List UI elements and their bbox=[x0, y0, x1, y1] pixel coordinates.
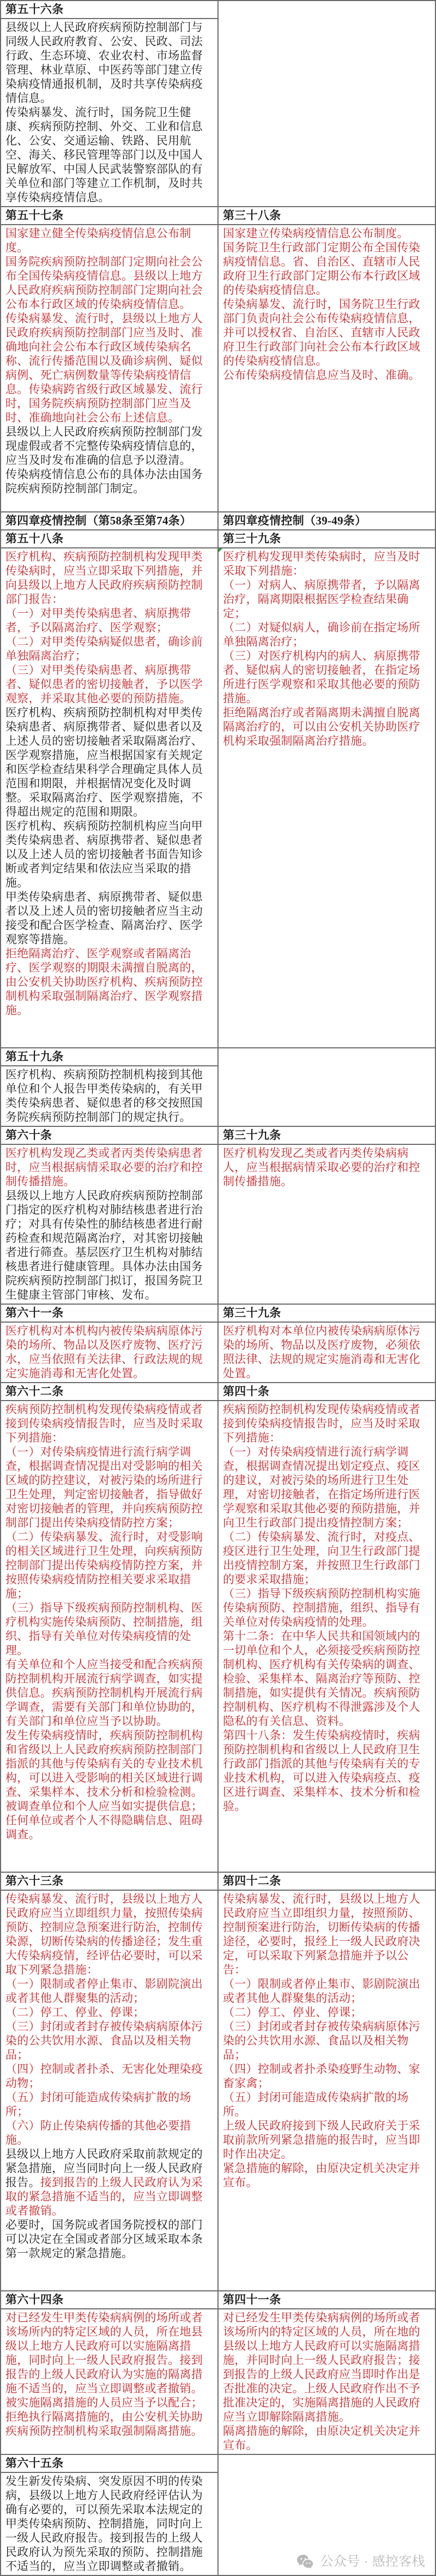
article-content-cell-left bbox=[1, 1890, 218, 2291]
paragraph bbox=[5, 663, 213, 705]
text-segment-red: 医疗机构、疾病预防控制机构发现甲类传染病时，应当立即采取下列措施，并向县级以上地方人民政府疾病预防控制部门报告： bbox=[5, 550, 203, 606]
article-number-left: 第五十八条 bbox=[1, 530, 218, 548]
article-content-cell-right bbox=[218, 548, 435, 1048]
text-segment-red: 医疗机构发现乙类或者丙类传染病病人，应当根据病情采取必要的治疗和控制传播措施。 bbox=[223, 1147, 421, 1188]
paragraph bbox=[223, 2090, 431, 2119]
text-segment-black: 必要时，国务院或者国务院授权的部门可以决定在全国或者部分区域采取本条第一款规定的紧急措施。 bbox=[5, 2218, 203, 2260]
paragraph bbox=[5, 890, 213, 946]
paragraph bbox=[5, 2275, 213, 2289]
text-segment-red: 对已经发生甲类传染病病例的场所或者该场所内的特定区域的人员，所在地县级以上地方人民政府可以实施隔离措施，同时向上一级人民政府报告。接到报告的上级人民政府认为实施的隔离措施不适当的，应当立即调整或者撤销。 bbox=[5, 2311, 203, 2395]
paragraph bbox=[223, 226, 431, 240]
text-segment-red: （二）传染病暴发、流行时，对疫点、疫区进行卫生处理，向卫生行政部门提出疫情控制方案，并按照卫生行政部门的要求采取措施； bbox=[223, 1530, 421, 1586]
article-number-left: 第五十九条 bbox=[1, 1048, 218, 1066]
paragraph bbox=[223, 1402, 431, 1445]
article-number-left: 第六十三条 bbox=[1, 1872, 218, 1890]
text-segment-black: 传染病暴发、流行时，国务院卫生健康、疾病预防控制、外交、工业和信息化、公安、交通运输、铁路、民用航空、海关、移民管理等部门以及中国人民解放军、中国人民武装警察部队的有关单位和部门等建立工作机制，及时共享传染病疫情信息。 bbox=[5, 106, 203, 204]
article-number-left: 第五十六条 bbox=[1, 1, 218, 19]
text-segment-red: （一）对甲类传染病患者、病原携带者，予以隔离治疗、医学观察； bbox=[5, 607, 191, 634]
paragraph bbox=[5, 1977, 213, 2005]
paragraph bbox=[5, 2438, 213, 2452]
paragraph bbox=[223, 2161, 431, 2189]
text-segment-red: （六）防止传染病传播的其他必要措施。 bbox=[5, 2119, 191, 2146]
table-body bbox=[1, 1, 435, 2575]
article-number-left: 第五十七条 bbox=[1, 207, 218, 225]
article-number-right: 第四十二条 bbox=[218, 1872, 435, 1890]
paragraph bbox=[5, 2005, 213, 2019]
paragraph bbox=[223, 578, 431, 620]
paragraph bbox=[223, 1530, 431, 1586]
article-content-cell-left bbox=[1, 1401, 218, 1872]
paragraph bbox=[5, 2260, 213, 2275]
paragraph bbox=[5, 606, 213, 635]
article-number-left: 第六十五条 bbox=[1, 2454, 218, 2472]
article-number-right: 第三十九条 bbox=[218, 1126, 435, 1144]
text-segment-red: （四）控制或者扑杀、无害化处理染疫动物； bbox=[5, 2062, 203, 2090]
paragraph bbox=[5, 1402, 213, 1445]
text-segment-red: （二）对疑似病人，确诊前在指定场所单独隔离治疗； bbox=[223, 621, 421, 648]
article-header-row bbox=[1, 2291, 435, 2309]
paragraph bbox=[5, 105, 213, 204]
paragraph bbox=[223, 297, 431, 368]
article-content-row bbox=[1, 1890, 435, 2291]
article-number-right: 第四十一条 bbox=[218, 2291, 435, 2309]
text-segment-red: 国务院疾病预防控制部门定期向社会公布全国传染病疫情信息。县级以上地方人民政府疾病预防控制部门定期向社会公布本行政区域的传染病疫情信息。 bbox=[5, 255, 203, 311]
paragraph bbox=[223, 705, 431, 748]
paragraph bbox=[5, 1728, 213, 1842]
paragraph bbox=[5, 946, 213, 1017]
article-content-cell-right bbox=[218, 1144, 435, 1304]
text-segment-black: 医疗机构、疾病预防控制机构应当向甲类传染病患者、病原携带者、疑似患者以及上述人员的密切接触者书面告知诊断或者判定结果和依法应当采取的措施。 bbox=[5, 819, 203, 889]
chapter-title-right: 第四章疫情控制（39-49条） bbox=[218, 512, 435, 530]
paragraph bbox=[5, 1601, 213, 1657]
text-segment-black: 县级以上人民政府疾病预防控制部门发现虚假或者不完整传染病疫情信息的，应当及时发布准确的信息予以澄清。 bbox=[5, 425, 203, 467]
paragraph bbox=[223, 1892, 431, 1977]
text-segment-red: 紧急措施的解除，由原决定机关决定并宣布。 bbox=[223, 2162, 421, 2189]
paragraph bbox=[5, 1530, 213, 1601]
text-segment-red: 接到报告的上级人民政府认为采取的紧急措施不适当的，应当立即调整或者撤销。 bbox=[5, 2176, 203, 2217]
text-segment-red: （一）对传染病疫情进行流行病学调查，根据调查情况提出对受影响的相关区域的防控建议，对被污染的场所进行卫生处理，判定密切接触者，指导做好对密切接触者的管理，并向疾病预防控制部门提出传染病疫情防控方案； bbox=[5, 1445, 203, 1529]
text-segment-red: （五）封闭可能造成传染病扩散的场所。 bbox=[223, 2091, 409, 2118]
text-segment-red: 国家建立传染病疫情信息公布制度。 bbox=[223, 227, 409, 240]
text-segment-black: 发生新发传染病、突发原因不明的传染病，县级以上地方人民政府经评估认为确有必要的，可以预先采取本法规定的甲类传染病预防、控制措施，同时向上一级人民政府报告。接到报告的上级人民政府认为预先采取的预防、控制措施不适当的，应当立即调整或者撤销。 bbox=[5, 2475, 203, 2573]
text-segment-black: 县级以上人民政府疾病预防控制部门与同级人民政府教育、公安、民政、司法行政、生态环境、农业农村、市场监督管理、林业草原、中医药等部门建立传染病疫情通报机制，及时共享传染病疫情信息。 bbox=[5, 21, 203, 105]
text-segment-red: 拒绝隔离治疗或者隔离期未满擅自脱离隔离治疗的，可以由公安机关协助医疗机构采取强制隔离治疗措施。 bbox=[223, 706, 421, 747]
paragraph bbox=[5, 2019, 213, 2062]
article-content-cell-left bbox=[1, 548, 218, 1048]
chapter-title-left: 第四章疫情控制（第58条至第74条） bbox=[1, 512, 218, 530]
article-number-right: 第三十八条 bbox=[218, 207, 435, 225]
article-content-cell-left bbox=[1, 1144, 218, 1304]
article-content-cell-right-empty bbox=[218, 1, 435, 207]
article-content-cell-right bbox=[218, 1322, 435, 1383]
article-content-row bbox=[1, 2309, 435, 2454]
paragraph bbox=[223, 649, 431, 705]
article-header-row bbox=[1, 1126, 435, 1144]
paragraph bbox=[223, 2005, 431, 2019]
wechat-official-account-watermark bbox=[296, 2554, 425, 2569]
text-segment-red: 传染病暴发、流行时，国务院卫生行政部门负责向社会公布传染病疫情信息，并可以授权省、自治区、直辖市人民政府卫生行政部门向社会公布本行政区域的传染病疫情信息。 bbox=[223, 298, 421, 367]
paragraph bbox=[5, 2119, 213, 2147]
text-segment-red: （二）停工、停业、停课； bbox=[5, 2006, 145, 2019]
article-content-cell-left bbox=[1, 1322, 218, 1383]
paragraph bbox=[5, 1842, 213, 1856]
paragraph bbox=[223, 368, 431, 382]
wechat-icon bbox=[296, 2554, 315, 2569]
paragraph bbox=[5, 467, 213, 496]
paragraph bbox=[223, 2062, 431, 2090]
paragraph bbox=[223, 2119, 431, 2161]
article-content-cell-left bbox=[1, 19, 218, 207]
article-content-cell-right bbox=[218, 2309, 435, 2454]
article-content-row bbox=[1, 225, 435, 512]
paragraph bbox=[5, 705, 213, 819]
text-segment-red: 第十二条：在中华人民共和国领域内的一切单位和个人，必须接受疾病预防控制机构、医疗机构有关传染病的调查、检验、采集样本、隔离治疗等预防、控制措施，如实提供有关情况。疾病预防控制机构、医疗机构不得泄露涉及个人隐私的有关信息、资料。 bbox=[223, 1630, 421, 1728]
paragraph bbox=[5, 1445, 213, 1530]
text-segment-red: （三）对甲类传染病患者、病原携带者、疑似患者的密切接触者，予以医学观察，并采取其他必要的预防措施。 bbox=[5, 663, 203, 705]
text-segment-black: 医疗机构、疾病预防控制机构对甲类传染病患者、病原携带者、疑似患者以及上述人员的密切接触者采取隔离治疗、医学观察措施，应当根据国家有关规定和医学检查结果科学合理确定具体人员范围和期限，并根据情况变化及时调整。采取隔离治疗、医学观察措施，不得超出规定的范围和期限。 bbox=[5, 706, 203, 818]
paragraph bbox=[5, 2474, 213, 2573]
paragraph bbox=[5, 2090, 213, 2119]
paragraph bbox=[223, 1586, 431, 1629]
text-segment-red: 疾病预防控制机构发现传染病疫情或者接到传染病疫情报告时，应当及时采取下列措施： bbox=[223, 1403, 421, 1444]
paragraph bbox=[223, 1445, 431, 1530]
paragraph bbox=[5, 1067, 213, 1124]
text-segment-red: （一）对传染病疫情进行流行病学调查，根据调查情况提出划定疫点、疫区的建议，对被污染的场所进行卫生处理，对密切接触者，在指定场所进行医学观察和采取其他必要的预防措施，并向卫生行政部门提出疫情控制方案； bbox=[223, 1445, 421, 1529]
paragraph bbox=[5, 819, 213, 890]
article-header-row bbox=[1, 1, 435, 19]
article-content-cell-right-empty bbox=[218, 2454, 435, 2575]
text-segment-red: （三）封闭或者封存被传染病病原体污染的公共饮用水源、食品以及相关物品； bbox=[5, 2020, 203, 2061]
paragraph bbox=[223, 1728, 431, 1813]
article-number-right: 第三十九条 bbox=[218, 530, 435, 548]
paragraph bbox=[5, 1146, 213, 1189]
paragraph bbox=[5, 635, 213, 663]
text-segment-red: 传染病暴发、流行时，县级以上地方人民政府疾病预防控制部门应当及时、准确地向社会公布本行政区域传染病名称、流行传播范围以及确诊病例、疑似病例、死亡病例数量等传染病疫情信息。传染病跨省级行政区域暴发、流行时，国务院疾病预防控制部门应当及时、准确地向社会公布上述信息。 bbox=[5, 312, 203, 424]
article-header-row bbox=[1, 207, 435, 225]
article-number-right: 第三十九条 bbox=[218, 1304, 435, 1322]
text-segment-red: 有关单位和个人应当接受和配合疾病预防控制机构开展流行病学调查，如实提供信息。疾病预防控制机构开展流行病学调查，需要有关部门和单位协助的，有关部门和单位应当予以协助。 bbox=[5, 1658, 203, 1728]
article-content-cell-left bbox=[1, 1066, 218, 1126]
article-content-cell-right bbox=[218, 1401, 435, 1872]
text-segment-red: （四）控制或者扑杀染疫野生动物、家畜家禽； bbox=[223, 2062, 421, 2090]
paragraph bbox=[5, 1892, 213, 1977]
paragraph bbox=[223, 1324, 431, 1380]
article-content-cell-left bbox=[1, 225, 218, 512]
text-segment-red: 医疗机构发现甲类传染病时，应当及时采取下列措施： bbox=[223, 550, 421, 577]
paragraph bbox=[5, 311, 213, 425]
text-segment-black: 传染病疫情信息公布的具体办法由国务院疾病预防控制部门制定。 bbox=[5, 468, 203, 495]
article-header-row bbox=[1, 1048, 435, 1066]
text-segment-red: 被实施隔离措施的人员应当予以配合；拒绝执行隔离措施的，由公安机关协助疾病预防控制机构采取强制隔离措施。 bbox=[5, 2396, 203, 2438]
article-content-cell-left bbox=[1, 2472, 218, 2575]
article-number-left: 第六十一条 bbox=[1, 1304, 218, 1322]
article-header-row bbox=[1, 1872, 435, 1890]
text-segment-red: （三）指导下级疾病预防控制机构实施传染病预防、控制措施，组织、指导有关单位对传染病疫情的处理。 bbox=[223, 1587, 421, 1628]
text-segment-black: 县级以上地方人民政府疾病预防控制部门指定的医疗机构对肺结核患者进行治疗；对具有传染性的肺结核患者进行耐药检查和规范隔离治疗，对其密切接触者进行筛查。基层医疗卫生机构对肺结核患者进行健康管理。具体办法由国务院疾病预防控制部门拟订，报国务院卫生健康主管部门审核、发布。 bbox=[5, 1189, 203, 1301]
article-number-right: 第四十条 bbox=[218, 1383, 435, 1401]
text-segment-red: （一）对病人、病原携带者，予以隔离治疗，隔离期限根据医学检查结果确定； bbox=[223, 578, 421, 620]
article-header-row bbox=[1, 1304, 435, 1322]
article-content-row bbox=[1, 1144, 435, 1304]
paragraph bbox=[223, 2019, 431, 2062]
article-number-left: 第六十四条 bbox=[1, 2291, 218, 2309]
article-header-row bbox=[1, 2454, 435, 2472]
paragraph bbox=[223, 1977, 431, 2005]
text-segment-red: 隔离措施的解除，由原决定机关决定并宣布。 bbox=[223, 2424, 421, 2452]
text-segment-red: （三）对医疗机构内的病人、病原携带者、疑似病人的密切接触者，在指定场所进行医学观察和采取其他必要的预防措施。 bbox=[223, 649, 421, 705]
paragraph bbox=[5, 1856, 213, 1870]
paragraph bbox=[5, 2310, 213, 2396]
article-content-row bbox=[1, 548, 435, 1048]
text-segment-red: 上级人民政府接到下级人民政府关于采取前款所列紧急措施的报告时，应当即时作出决定。 bbox=[223, 2119, 421, 2161]
green-corner-marker bbox=[219, 548, 222, 552]
paragraph bbox=[223, 1146, 431, 1189]
paragraph bbox=[5, 1031, 213, 1046]
text-segment-red: （三）封闭或者封存被传染病病原体污染的公共饮用水源、食品以及相关物品； bbox=[223, 2020, 421, 2061]
paragraph bbox=[5, 226, 213, 255]
text-segment-red: （二）对甲类传染病疑似患者，确诊前单独隔离治疗； bbox=[5, 635, 203, 662]
article-content-cell-right bbox=[218, 225, 435, 512]
paragraph bbox=[223, 620, 431, 649]
text-segment-red: （二）停工、停业、停课； bbox=[223, 2006, 362, 2019]
text-segment-black: 甲类传染病患者、病原携带者、疑似患者以及上述人员的密切接触者应当主动接受和配合医学检查、隔离治疗、医学观察等措施。 bbox=[5, 890, 203, 946]
text-segment-red: （一）限制或者停止集市、影剧院演出或者其他人群聚集的活动； bbox=[5, 1977, 203, 2005]
paragraph bbox=[223, 1629, 431, 1728]
text-segment-black: 县级以上地方人民政府采取前款规定的紧急措施，应当同时向上一级人民政府报告。 bbox=[5, 2147, 203, 2189]
paragraph bbox=[5, 2396, 213, 2438]
paragraph bbox=[5, 496, 213, 510]
text-segment-red: 医疗机构发现乙类或者丙类传染病患者时，应当根据病情采取必要的治疗和控制传播措施。 bbox=[5, 1147, 203, 1188]
paragraph bbox=[5, 1017, 213, 1031]
watermark-text: 公众号 · 感控客栈 bbox=[320, 2554, 425, 2569]
paragraph bbox=[5, 20, 213, 105]
text-segment-red: 第四十八条：发生传染病疫情时，疾病预防控制机构和省级以上人民政府卫生行政部门指派的其他与传染病有关的专业技术机构，可以进入传染病疫点、疫区进行调查、采集样本、技术分析和检验。 bbox=[223, 1729, 421, 1813]
text-segment-red: 医疗机构对本机构内被传染病病原体污染的场所、物品以及医疗废物、医疗污水，应当依照有关法律、行政法规的规定实施消毒和无害化处置。 bbox=[5, 1324, 203, 1380]
article-content-cell-right-empty bbox=[218, 1048, 435, 1126]
paragraph bbox=[5, 1657, 213, 1728]
paragraph bbox=[223, 2310, 431, 2424]
article-number-left: 第六十二条 bbox=[1, 1383, 218, 1401]
paragraph bbox=[223, 550, 431, 578]
text-segment-black: 医疗机构、疾病预防控制机构接到其他单位和个人报告甲类传染病的，有关甲类传染病患者、疑似患者的移交按照国务院疾病预防控制部门的规定执行。 bbox=[5, 1068, 203, 1124]
paragraph bbox=[223, 240, 431, 297]
text-segment-red: 国家建立健全传染病疫情信息公布制度。 bbox=[5, 227, 191, 254]
text-segment-red: （一）限制或者停止集市、影剧院演出或者其他人群聚集的活动； bbox=[223, 1977, 421, 2005]
text-segment-red: 拒绝隔离治疗、医学观察或者隔离治疗、医学观察的期限未满擅自脱离的，由公安机关协助医疗机构、疾病预防控制机构采取强制隔离治疗、医学观察措施。 bbox=[5, 947, 203, 1017]
text-segment-red: 医疗机构对本单位内被传染病病原体污染的场所、物品以及医疗废物，必须依照法律、法规的规定实施消毒和无害化处置。 bbox=[223, 1324, 421, 1380]
paragraph bbox=[223, 2424, 431, 2452]
text-segment-red: 传染病暴发、流行时，县级以上地方人民政府应当立即组织力量，按照预防、控制预案进行防治，切断传染病的传播途径，必要时，报经上一级人民政府决定，可以采取下列紧急措施并予以公告： bbox=[223, 1892, 421, 1976]
paragraph bbox=[5, 425, 213, 467]
paragraph bbox=[5, 2062, 213, 2090]
text-segment-red: 对已经发生甲类传染病病例的场所或者该场所内的特定区域的人员，所在地的县级以上地方人民政府可以实施隔离措施，并同时向上一级人民政府报告；接到报告的上级人民政府应当即时作出是否批准的决定。上级人民政府作出不予批准决定的，实施隔离措施的人民政府应当立即解除隔离措施。 bbox=[223, 2311, 421, 2423]
paragraph bbox=[5, 255, 213, 311]
article-content-row bbox=[1, 1401, 435, 1872]
text-segment-red: 传染病暴发、流行时，县级以上地方人民政府应当立即组织力量，按照传染病预防、控制应急预案进行防治，控制传染源，切断传染病的传播途径；发生重大传染病疫情，经评估必要时，可以采取下列紧急措施： bbox=[5, 1892, 203, 1976]
article-header-row bbox=[1, 530, 435, 548]
text-segment-red: （五）封闭可能造成传染病扩散的场所； bbox=[5, 2091, 191, 2118]
article-content-cell-left bbox=[1, 2309, 218, 2454]
chapter-header-row bbox=[1, 512, 435, 530]
article-header-row bbox=[1, 1383, 435, 1401]
text-segment-red: （三）指导下级疾病预防控制机构、医疗机构实施传染病预防、控制措施，组织、指导有关单位对传染病疫情的处理。 bbox=[5, 1601, 203, 1657]
paragraph bbox=[5, 1189, 213, 1302]
paragraph bbox=[5, 2218, 213, 2260]
paragraph bbox=[5, 1324, 213, 1380]
text-segment-red: 公布传染病疫情信息应当及时、准确。 bbox=[223, 369, 421, 382]
text-segment-red: 国务院卫生行政部门定期公布全国传染病疫情信息。省、自治区、直辖市人民政府卫生行政部门定期公布本行政区域的传染病疫情信息。 bbox=[223, 241, 421, 297]
article-number-left: 第六十条 bbox=[1, 1126, 218, 1144]
text-segment-red: 疾病预防控制机构发现传染病疫情或者接到传染病疫情报告时，应当及时采取下列措施： bbox=[5, 1403, 203, 1444]
paragraph bbox=[5, 550, 213, 606]
article-content-row bbox=[1, 1322, 435, 1383]
text-segment-red: （二）传染病暴发、流行时，对受影响的相关区域进行卫生处理，向疾病预防控制部门提出传染病疫情防控方案，并按照传染病疫情防控相关要求采取措施； bbox=[5, 1530, 203, 1600]
paragraph bbox=[5, 2147, 213, 2218]
text-segment-red: 发生传染病疫情时，疾病预防控制机构和省级以上人民政府疾病预防控制部门指派的其他与传染病有关的专业技术机构，可以进入受影响的相关区域进行调查、采集样本、技术分析和检验检测。被调查单位和个人应当如实提供信息；任何单位或者个人不得隐瞒信息、阻碍调查。 bbox=[5, 1729, 203, 1841]
article-content-cell-right bbox=[218, 1890, 435, 2291]
